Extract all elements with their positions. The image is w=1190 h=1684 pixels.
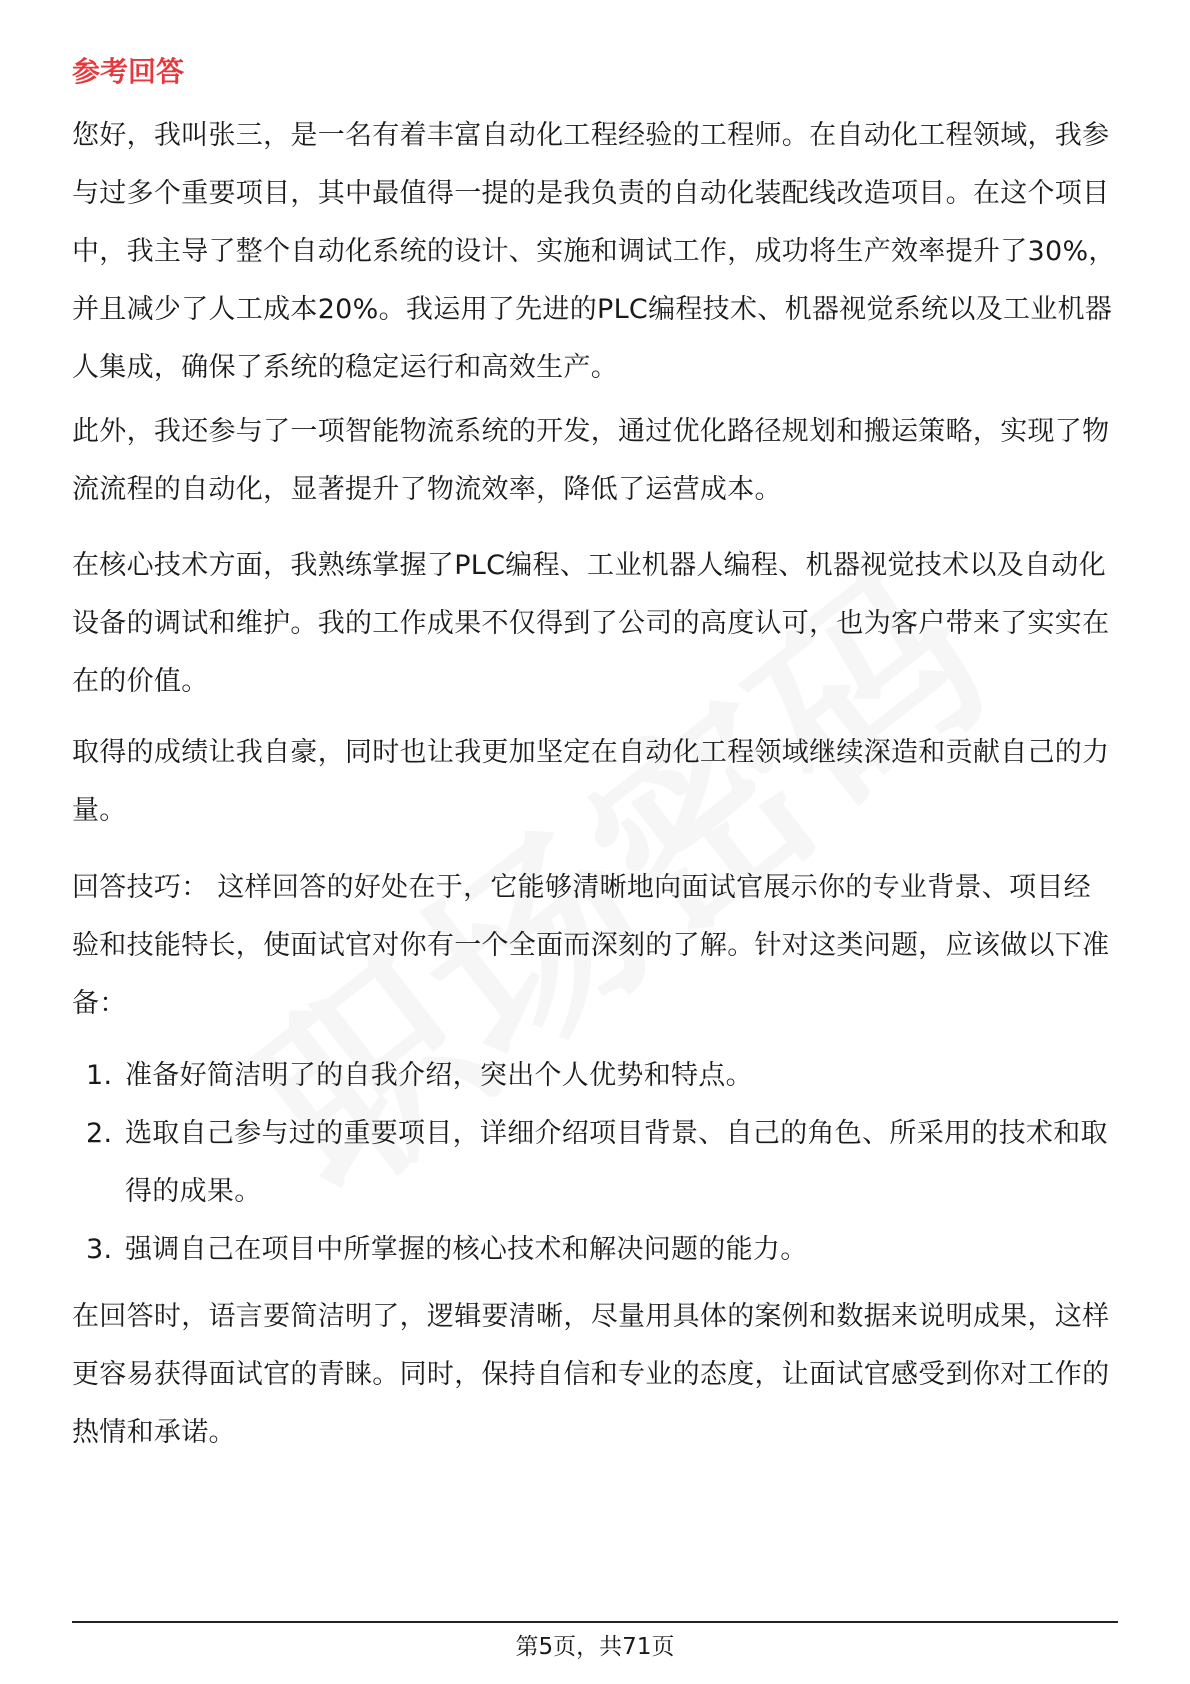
paragraph-core-skills: 在核心技术方面，我熟练掌握了PLC编程、工业机器人编程、机器视觉技术以及自动化设备的调试和维护。我的工作成果不仅得到了公司的高度认可，也为客户带来了实实在在的价值。 [72,550,1110,697]
list-number: 1. [86,1060,113,1091]
list-item [72,1221,1118,1279]
list-item-text: 准备好简洁明了的自我介绍，突出个人优势和特点。 [125,1060,753,1091]
list-number: 2. [86,1118,113,1149]
footer-divider [72,1621,1118,1623]
paragraph-intro: 您好，我叫张三，是一名有着丰富自动化工程经验的工程师。在自动化工程领域，我参与过多个重要项目，其中最值得一提的是我负责的自动化装配线改造项目。在这个项目中，我主导了整个自动化系统的设计、实施和调试工作，成功将生产效率提升了30%，并且减少了人工成本20%。我运用了先进的PLC编程技术、机器视觉系统以及工业机器人集成，确保了系统的稳定运行和高效生产。 [72,120,1116,383]
page-number: 第5页，共71页 [515,1634,675,1660]
list-item-text: 强调自己在项目中所掌握的核心技术和解决问题的能力。 [125,1234,808,1265]
paragraph-tips: 回答技巧： 这样回答的好处在于，它能够清晰地向面试官展示你的专业背景、项目经验和技能特长，使面试官对你有一个全面而深刻的了解。针对这类问题，应该做以下准备： [72,872,1110,1019]
preparation-list [72,1047,1118,1279]
section-heading: 参考回答 [72,55,185,88]
list-number: 3. [86,1234,113,1265]
list-item [72,1047,1118,1105]
paragraph-achievement: 取得的成绩让我自豪，同时也让我更加坚定在自动化工程领域继续深造和贡献自己的力量。 [72,737,1110,826]
paragraph-closing: 在回答时，语言要简洁明了，逻辑要清晰，尽量用具体的案例和数据来说明成果，这样更容易获得面试官的青睐。同时，保持自信和专业的态度，让面试官感受到你对工作的热情和承诺。 [72,1301,1110,1448]
list-item [72,1105,1118,1221]
list-item-text: 选取自己参与过的重要项目，详细介绍项目背景、自己的角色、所采用的技术和取得的成果。 [125,1118,1108,1207]
paragraph-logistics: 此外，我还参与了一项智能物流系统的开发，通过优化路径规划和搬运策略，实现了物流流程的自动化，显著提升了物流效率，降低了运营成本。 [72,416,1110,505]
